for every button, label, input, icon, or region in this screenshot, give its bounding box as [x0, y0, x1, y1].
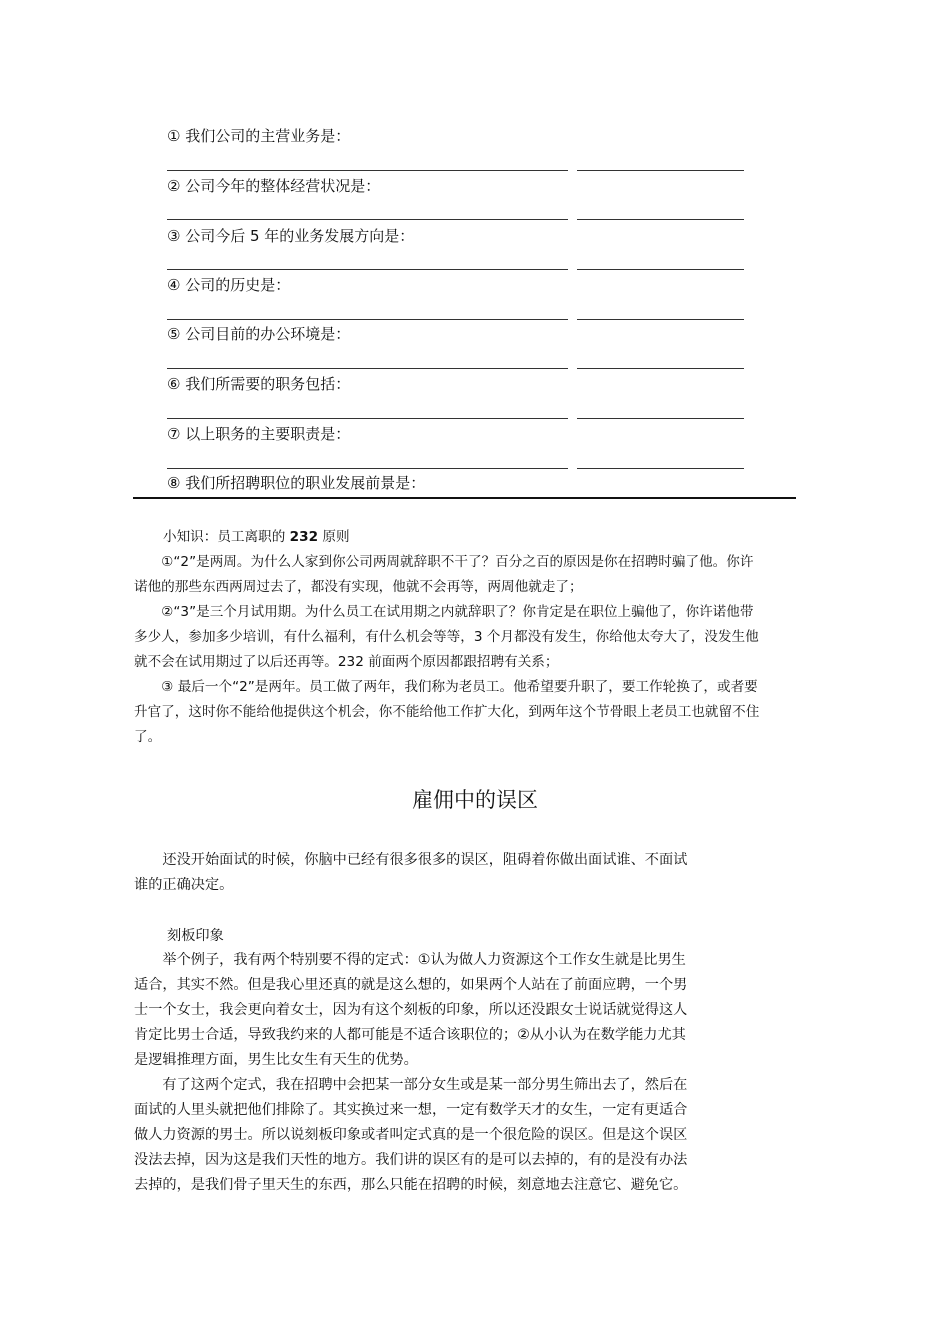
tip-line: ②“3”是三个月试用期。为什么员工在试用期之内就辞职了？你肯定是在职位上骗他了，你许诺他带 [134, 604, 754, 620]
body-line: 去掉的，是我们骨子里天生的东西，那么只能在招聘的时候，刻意地去注意它、避免它。 [134, 1177, 688, 1193]
body-line: 适合，其实不然。但是我心里还真的就是这么想的，如果两个人站在了前面应聘，一个男 [134, 977, 688, 993]
question-7: ⑦ 以上职务的主要职责是： [167, 425, 351, 443]
answer-line-7a [167, 468, 568, 469]
answer-line-3a [167, 269, 568, 270]
question-1: ① 我们公司的主营业务是： [167, 127, 351, 145]
section-title: 雇佣中的误区 [412, 788, 538, 812]
answer-line-2a [167, 219, 568, 220]
answer-line-5a [167, 368, 568, 369]
answer-line-2b [577, 219, 744, 220]
answer-line-7b [577, 468, 744, 469]
body-line: 没法去掉，因为这是我们天性的地方。我们讲的误区有的是可以去掉的，有的是没有办法 [134, 1152, 688, 1168]
tip-title-number: 232 [289, 529, 319, 545]
body-line: 举个例子，我有两个特别要不得的定式：①认为做人力资源这个工作女生就是比男生 [134, 952, 686, 968]
body-line: 肯定比男士合适，导致我约来的人都可能是不适合该职位的；②从小认为在数学能力尤其 [134, 1027, 686, 1043]
question-4: ④ 公司的历史是： [167, 276, 291, 294]
body-line: 面试的人里头就把他们排除了。其实换过来一想，一定有数学天才的女生，一定有更适合 [134, 1102, 688, 1118]
tip-body [134, 550, 796, 750]
answer-line-3b [577, 269, 744, 270]
tip-line: 诺他的那些东西两周过去了，都没有实现，他就不会再等，两周他就走了； [134, 579, 583, 595]
question-6: ⑥ 我们所需要的职务包括： [167, 375, 351, 393]
intro-line: 谁的正确决定。 [134, 877, 234, 893]
tip-line: 了。 [134, 729, 162, 745]
subheading: 刻板印象 [167, 928, 224, 944]
body-line: 做人力资源的男士。所以说刻板印象或者叫定式真的是一个很危险的误区。但是这个误区 [134, 1127, 688, 1143]
tip-line: 升官了，这时你不能给他提供这个机会，你不能给他工作扩大化，到两年这个节骨眼上老员工也就留不住 [134, 704, 760, 720]
answer-line-4a [167, 319, 568, 320]
answer-line-5b [577, 368, 744, 369]
body-line: 是逻辑推理方面，男生比女生有天生的优势。 [134, 1052, 418, 1068]
body-line: 士一个女士，我会更向着女士，因为有这个刻板的印象，所以还没跟女士说话就觉得这人 [134, 1002, 688, 1018]
tip-title [163, 525, 350, 550]
body-paragraphs [134, 948, 796, 1198]
tip-title-prefix: 小知识：员工离职的 [163, 529, 290, 545]
tip-line: ③ 最后一个“2”是两年。员工做了两年，我们称为老员工。他希望要升职了，要工作轮换了，或者要 [134, 679, 758, 695]
question-5: ⑤ 公司目前的办公环境是： [167, 325, 351, 343]
answer-line-1b [577, 170, 744, 171]
tip-line: 多少人，参加多少培训，有什么福利，有什么机会等等，3 个月都没有发生，你给他太夸大了，没发生他 [134, 629, 759, 645]
tip-line: ①“2”是两周。为什么人家到你公司两周就辞职不干了？百分之百的原因是你在招聘时骗了他。你许 [134, 554, 754, 570]
answer-line-4b [577, 319, 744, 320]
section-divider [133, 497, 796, 499]
intro-paragraph [134, 848, 796, 898]
tip-line: 就不会在试用期过了以后还再等。232 前面两个原因都跟招聘有关系； [134, 654, 559, 670]
tip-title-suffix: 原则 [318, 529, 350, 545]
body-line: 有了这两个定式，我在招聘中会把某一部分女生或是某一部分男生筛出去了，然后在 [134, 1077, 688, 1093]
question-3: ③ 公司今后 5 年的业务发展方向是： [167, 227, 415, 245]
answer-line-6b [577, 418, 744, 419]
answer-line-1a [167, 170, 568, 171]
question-2: ② 公司今年的整体经营状况是： [167, 177, 381, 195]
question-8: ⑧ 我们所招聘职位的职业发展前景是： [167, 474, 426, 492]
answer-line-6a [167, 418, 568, 419]
intro-line: 还没开始面试的时候，你脑中已经有很多很多的误区，阻碍着你做出面试谁、不面试 [134, 852, 688, 868]
